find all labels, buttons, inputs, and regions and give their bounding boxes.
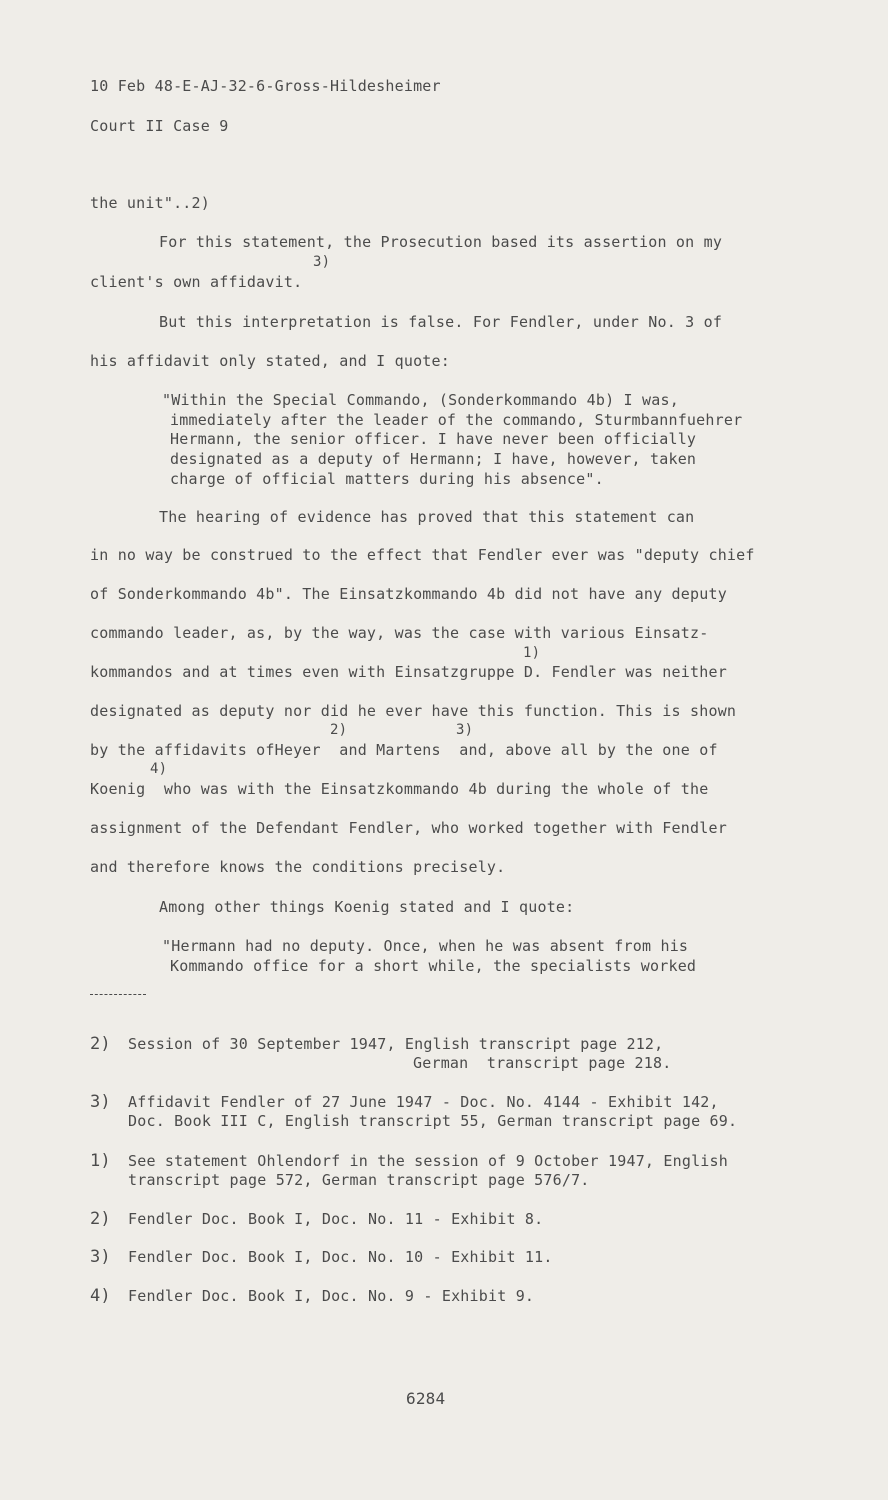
body-line: assignment of the Defendant Fendler, who worked together with Fendler — [90, 819, 727, 837]
body-line: of Sonderkommando 4b". The Einsatzkommando 4b did not have any deputy — [90, 585, 727, 603]
footnote-text: transcript page 572, German transcript page 576/7. — [128, 1171, 590, 1189]
body-line: in no way be construed to the effect that Fendler ever was "deputy chief — [90, 546, 755, 564]
footnote-number: 3) — [90, 1247, 111, 1267]
quote-line: designated as a deputy of Hermann; I have, however, taken — [170, 450, 697, 468]
body-line: But this interpretation is false. For Fendler, under No. 3 of — [159, 313, 723, 331]
footnote-text: See statement Ohlendorf in the session of 9 October 1947, English — [128, 1152, 728, 1170]
quote-line: Kommando office for a short while, the specialists worked — [170, 957, 697, 975]
body-line: by the affidavits ofHeyer and Martens and, above all by the one of — [90, 741, 718, 759]
footnote-text: Doc. Book III C, English transcript 55, German transcript page 69. — [128, 1112, 738, 1130]
body-line: kommandos and at times even with Einsatzgruppe D. Fendler was neither — [90, 663, 727, 681]
body-line: the unit"..2) — [90, 194, 210, 212]
quote-line: "Within the Special Commando, (Sonderkommando 4b) I was, — [162, 391, 679, 409]
body-line: For this statement, the Prosecution based its assertion on my — [159, 233, 723, 251]
header-reference: 10 Feb 48-E-AJ-32-6-Gross-Hildesheimer — [90, 77, 441, 95]
footnote-number: 4) — [90, 1286, 111, 1306]
body-line: commando leader, as, by the way, was the case with various Einsatz- — [90, 624, 709, 642]
footnote-number: 1) — [90, 1151, 111, 1171]
body-line: and therefore knows the conditions precisely. — [90, 858, 506, 876]
body-line: Koenig who was with the Einsatzkommando 4b during the whole of the — [90, 780, 709, 798]
footnote-text: Session of 30 September 1947, English transcript page 212, — [128, 1035, 664, 1053]
footnote-ref: 4) — [150, 761, 168, 777]
quote-line: Hermann, the senior officer. I have never been officially — [170, 430, 697, 448]
footnote-number: 2) — [90, 1034, 111, 1054]
footnote-text: Fendler Doc. Book I, Doc. No. 9 - Exhibit 9. — [128, 1287, 535, 1305]
quote-line: "Hermann had no deputy. Once, when he was absent from his — [162, 937, 689, 955]
footnote-text: Affidavit Fendler of 27 June 1947 - Doc. No. 4144 - Exhibit 142, — [128, 1093, 719, 1111]
footnote-ref: 2) — [330, 722, 348, 738]
footnote-text: Fendler Doc. Book I, Doc. No. 11 - Exhibit 8. — [128, 1210, 544, 1228]
footnote-divider — [90, 994, 146, 995]
header-court: Court II Case 9 — [90, 117, 229, 135]
body-line: Among other things Koenig stated and I quote: — [159, 898, 575, 916]
quote-line: charge of official matters during his absence". — [170, 470, 604, 488]
footnote-ref: 1) — [523, 645, 541, 661]
footnote-text: German transcript page 218. — [413, 1054, 672, 1072]
footnote-number: 2) — [90, 1209, 111, 1229]
body-line: The hearing of evidence has proved that this statement can — [159, 508, 695, 526]
footnote-ref: 3) — [456, 722, 474, 738]
footnote-number: 3) — [90, 1092, 111, 1112]
body-line: client's own affidavit. — [90, 273, 303, 291]
body-line: his affidavit only stated, and I quote: — [90, 352, 450, 370]
page-number: 6284 — [406, 1389, 446, 1408]
footnote-ref: 3) — [313, 254, 331, 270]
footnote-text: Fendler Doc. Book I, Doc. No. 10 - Exhibit 11. — [128, 1248, 553, 1266]
body-line: designated as deputy nor did he ever have this function. This is shown — [90, 702, 737, 720]
quote-line: immediately after the leader of the commando, Sturmbannfuehrer — [170, 411, 743, 429]
